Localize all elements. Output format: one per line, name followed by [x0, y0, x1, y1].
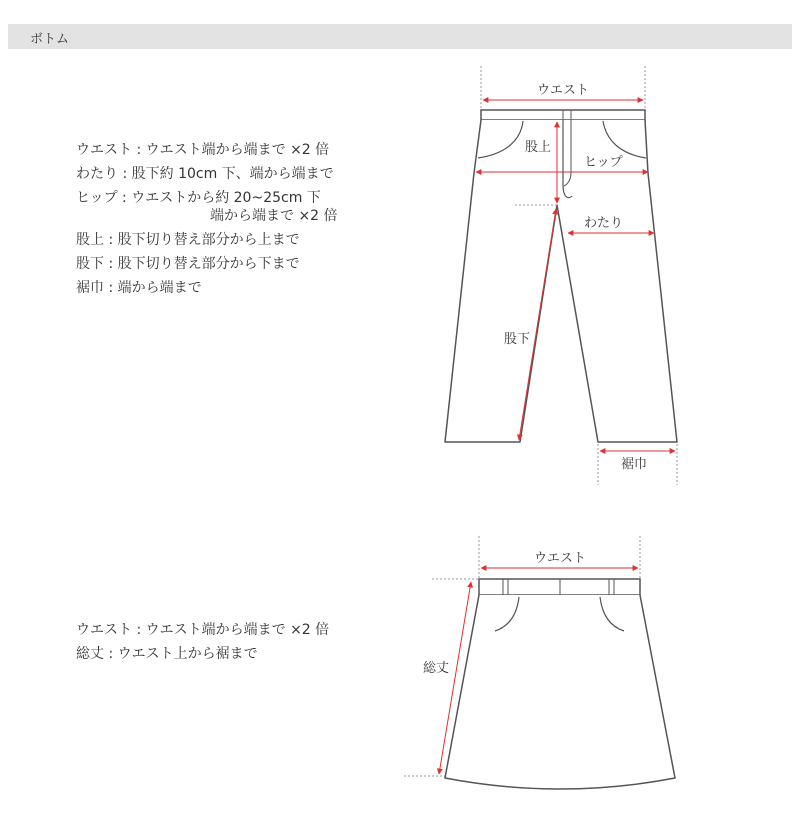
label-waist: ウエスト	[536, 83, 590, 98]
section-title: ボトム	[30, 32, 70, 47]
legend-hem: 裾巾 : 端から端まで	[76, 280, 202, 296]
legend-inseam: 股下 : 股下切り替え部分から下まで	[76, 256, 300, 272]
legend-rise: 股上 : 股下切り替え部分から上まで	[76, 232, 300, 248]
label-thigh: わたり	[584, 216, 624, 231]
legend-hip: ヒップ : ウエストから約 20~25cm 下	[76, 190, 321, 206]
label-inseam: 股下	[504, 332, 531, 347]
pants-diagram	[445, 66, 677, 485]
label-rise: 股上	[525, 140, 552, 155]
legend-skirt-length: 総丈 : ウエスト上から裾まで	[76, 646, 258, 662]
skirt-label-waist: ウエスト	[533, 551, 587, 566]
skirt-outline	[445, 595, 675, 789]
label-hip: ヒップ	[584, 155, 623, 170]
skirt-label-length: 総丈	[423, 661, 450, 676]
legend-hip-continued: 端から端まで ×2 倍	[210, 208, 338, 224]
pants-outline	[445, 120, 677, 442]
skirt-diagram	[404, 536, 675, 789]
legend-thigh: わたり : 股下約 10cm 下、端から端まで	[76, 166, 334, 182]
label-hem: 裾巾	[621, 457, 648, 472]
legend-waist: ウエスト : ウエスト端から端まで ×2 倍	[76, 142, 330, 158]
legend-skirt-waist: ウエスト : ウエスト端から端まで ×2 倍	[76, 622, 330, 638]
